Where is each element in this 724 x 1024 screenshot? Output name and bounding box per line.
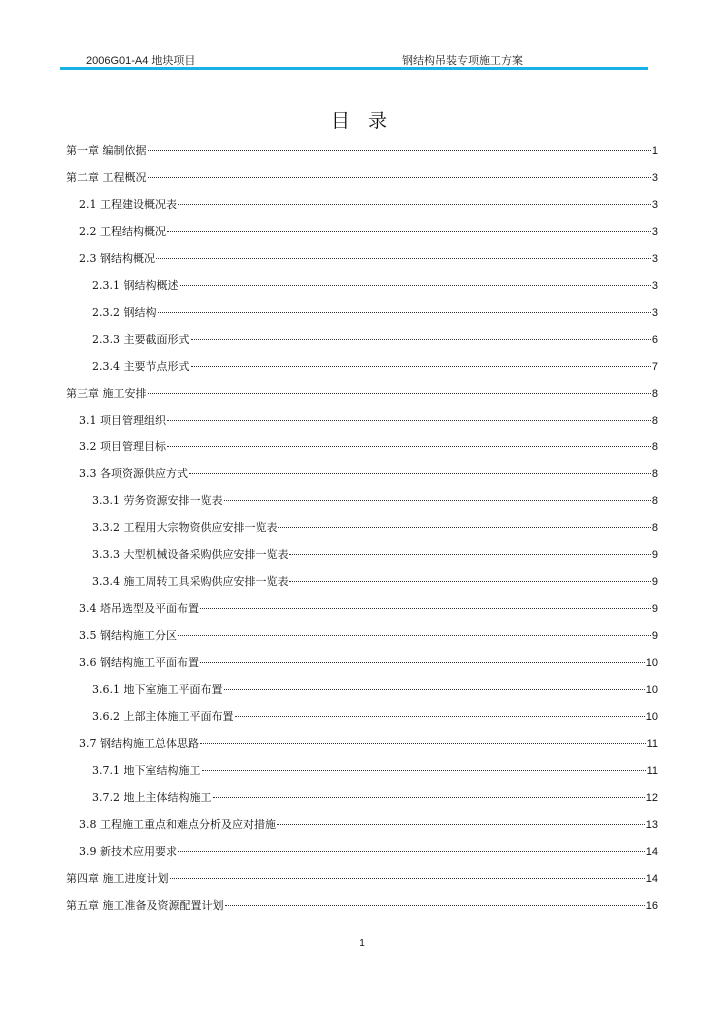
toc-entry[interactable]: [79, 466, 658, 482]
toc-entry[interactable]: [92, 332, 658, 348]
toc-entry-label: 3.6.1 地下室施工平面布置: [92, 683, 223, 696]
toc-entry-label: 第四章 施工进度计划: [66, 872, 169, 885]
toc-entry[interactable]: [92, 278, 658, 294]
toc-dot-leader: [278, 527, 650, 528]
toc-entry[interactable]: [92, 790, 658, 806]
toc-entry-page: 10: [645, 711, 658, 723]
toc-entry[interactable]: [79, 736, 658, 752]
toc-entry-label: 3.7.1 地下室结构施工: [92, 764, 201, 777]
toc-entry-page: 9: [651, 549, 658, 561]
toc-entry-label: 3.3 各项资源供应方式: [79, 467, 188, 480]
toc-entry-label: 3.7.2 地上主体结构施工: [92, 791, 212, 804]
toc-dot-leader: [289, 554, 650, 555]
toc-entry-label: 2.3.1 钢结构概述: [92, 279, 179, 292]
toc-entry-page: 6: [651, 334, 658, 346]
toc-dot-leader: [191, 339, 651, 340]
toc-entry[interactable]: [92, 520, 658, 536]
toc-dot-leader: [200, 662, 645, 663]
toc-entry-page: 8: [651, 468, 658, 480]
toc-dot-leader: [235, 716, 645, 717]
footer-page-number: 1: [359, 938, 365, 949]
toc-entry[interactable]: [79, 224, 658, 240]
toc-dot-leader: [178, 635, 651, 636]
toc-dot-leader: [224, 500, 651, 501]
toc-dot-leader: [191, 366, 651, 367]
toc-entry-label: 3.3.4 施工周转工具采购供应安排一览表: [92, 575, 289, 588]
toc-entry-page: 8: [651, 388, 658, 400]
toc-dot-leader: [202, 770, 646, 771]
toc-dot-leader: [200, 743, 646, 744]
toc-dot-leader: [289, 581, 650, 582]
toc-entry[interactable]: [79, 197, 658, 213]
toc-entry[interactable]: [92, 493, 658, 509]
toc-entry-page: 7: [651, 361, 658, 373]
toc-dot-leader: [178, 204, 651, 205]
toc-entry-page: 8: [651, 495, 658, 507]
toc-entry-label: 3.2 项目管理目标: [79, 440, 166, 453]
toc-entry-page: 10: [645, 684, 658, 696]
toc-entry-label: 第三章 施工安排: [66, 387, 147, 400]
toc-entry-label: 3.5 钢结构施工分区: [79, 629, 177, 642]
toc-dot-leader: [148, 150, 651, 151]
toc-dot-leader: [167, 446, 651, 447]
toc-entry-label: 2.3.2 钢结构: [92, 306, 157, 319]
toc-entry-page: 12: [645, 792, 658, 804]
toc-entry-label: 3.1 项目管理组织: [79, 414, 166, 427]
toc-entry[interactable]: [66, 871, 658, 887]
toc-dot-leader: [200, 608, 651, 609]
header-project-name: 2006G01-A4 地块项目: [86, 55, 196, 67]
toc-entry-page: 8: [651, 522, 658, 534]
toc-entry-page: 3: [651, 172, 658, 184]
toc-entry-page: 1: [651, 145, 658, 157]
toc-entry-label: 2.3.3 主要截面形式: [92, 333, 190, 346]
toc-entry[interactable]: [79, 413, 658, 429]
toc-dot-leader: [148, 177, 651, 178]
toc-entry-page: 14: [645, 846, 658, 858]
toc-dot-leader: [170, 878, 645, 879]
toc-entry[interactable]: [92, 763, 658, 779]
toc-entry[interactable]: [66, 898, 658, 914]
toc-entry-page: 8: [651, 415, 658, 427]
toc-entry-label: 2.3 钢结构概况: [79, 252, 155, 265]
toc-entry-page: 16: [645, 900, 658, 912]
toc-entry[interactable]: [92, 682, 658, 698]
toc-entry-page: 3: [651, 199, 658, 211]
toc-entry-label: 3.4 塔吊选型及平面布置: [79, 602, 199, 615]
toc-entry-page: 9: [651, 630, 658, 642]
toc-entry[interactable]: [92, 359, 658, 375]
toc-entry-page: 11: [646, 765, 658, 777]
page-title: 目 录: [330, 110, 394, 132]
toc-dot-leader: [156, 258, 651, 259]
toc-dot-leader: [225, 905, 645, 906]
toc-entry-label: 第五章 施工准备及资源配置计划: [66, 899, 224, 912]
toc-dot-leader: [167, 420, 651, 421]
toc-entry-label: 3.9 新技术应用要求: [79, 845, 177, 858]
toc-entry-page: 11: [646, 738, 658, 750]
toc-entry-page: 9: [651, 576, 658, 588]
toc-entry-label: 第二章 工程概况: [66, 171, 147, 184]
toc-entry[interactable]: [79, 817, 658, 833]
toc-entry-label: 3.8 工程施工重点和难点分析及应对措施: [79, 818, 276, 831]
toc-entry-label: 2.1 工程建设概况表: [79, 198, 177, 211]
toc-entry[interactable]: [92, 547, 658, 563]
toc-entry-label: 3.3.2 工程用大宗物资供应安排一览表: [92, 521, 278, 534]
toc-entry-page: 14: [645, 873, 658, 885]
toc-entry[interactable]: [79, 601, 658, 617]
toc-entry-page: 3: [651, 280, 658, 292]
toc-entry[interactable]: [79, 655, 658, 671]
toc-entry-label: 2.3.4 主要节点形式: [92, 360, 190, 373]
toc-entry[interactable]: [79, 628, 658, 644]
toc-entry[interactable]: [66, 170, 658, 186]
toc-dot-leader: [178, 851, 645, 852]
toc-entry[interactable]: [66, 386, 658, 402]
toc-dot-leader: [158, 312, 651, 313]
toc-entry[interactable]: [79, 439, 658, 455]
toc-entry-page: 13: [645, 819, 658, 831]
toc-dot-leader: [189, 473, 651, 474]
toc-entry-label: 3.3.1 劳务资源安排一览表: [92, 494, 223, 507]
toc-dot-leader: [224, 689, 645, 690]
toc-dot-leader: [148, 393, 651, 394]
toc-entry-page: 9: [651, 603, 658, 615]
toc-entry-page: 3: [651, 253, 658, 265]
toc-entry-page: 8: [651, 441, 658, 453]
toc-entry-label: 3.3.3 大型机械设备采购供应安排一览表: [92, 548, 289, 561]
toc-entry-label: 3.6 钢结构施工平面布置: [79, 656, 199, 669]
toc-entry[interactable]: [66, 143, 658, 159]
toc-entry[interactable]: [92, 574, 658, 590]
toc-entry[interactable]: [79, 251, 658, 267]
toc-entry-label: 第一章 编制依据: [66, 144, 147, 157]
toc-entry-page: 10: [645, 657, 658, 669]
toc-entry-label: 2.2 工程结构概况: [79, 225, 166, 238]
header-document-title: 钢结构吊装专项施工方案: [402, 55, 523, 67]
toc-entry[interactable]: [92, 305, 658, 321]
toc-dot-leader: [180, 285, 651, 286]
toc-entry-page: 3: [651, 307, 658, 319]
toc-entry[interactable]: [79, 844, 658, 860]
toc-entry-label: 3.7 钢结构施工总体思路: [79, 737, 199, 750]
toc-dot-leader: [277, 824, 645, 825]
toc-dot-leader: [167, 231, 651, 232]
toc-entry-page: 3: [651, 226, 658, 238]
toc-dot-leader: [213, 797, 645, 798]
toc-entry-label: 3.6.2 上部主体施工平面布置: [92, 710, 234, 723]
toc-entry[interactable]: [92, 709, 658, 725]
